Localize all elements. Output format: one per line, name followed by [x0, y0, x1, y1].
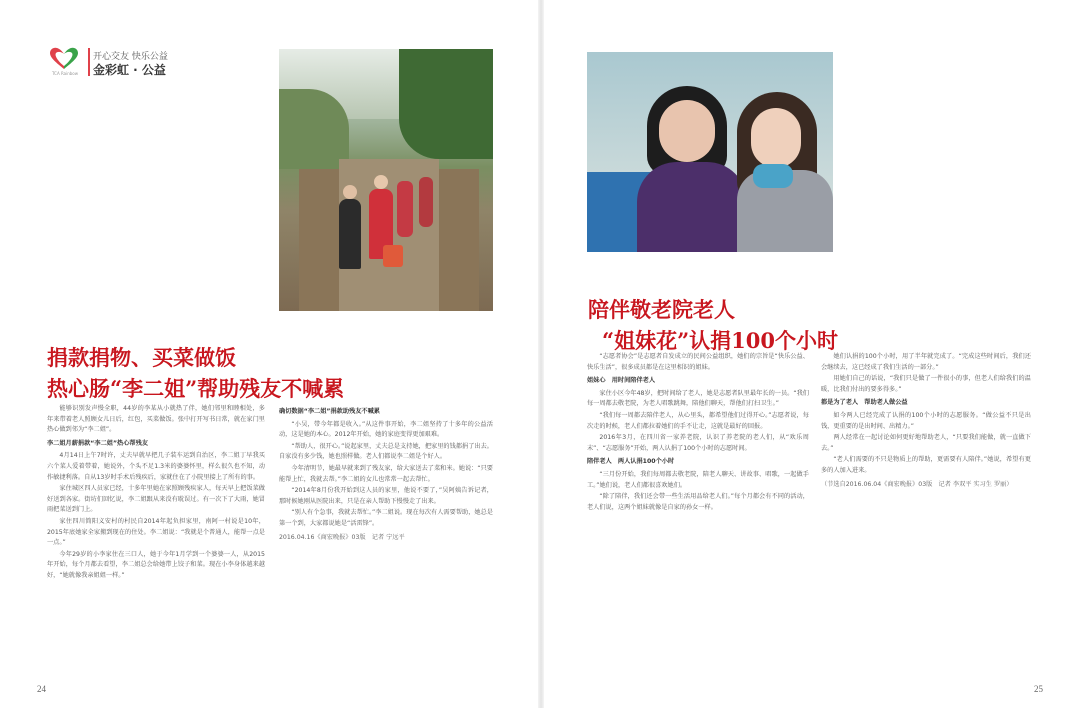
paragraph: 她们认捐的100个小时，用了半年就完成了。“完成这些时间后，我们还会继续去，这已经成了我们生活的一部分。” — [821, 353, 1031, 371]
paragraph: 今年29岁的小李家住在三口人，她于今年1月学到一个婆婆一人，从2015年开始，每个月都去看望，李二姐总会给她带上饺子和菜。现在小李身体越来越好，“她就像我亲姐姐一样。” — [47, 550, 265, 579]
paragraph: “帮助人，很开心。”说起家里，丈夫总是支持她，把家里的钱都捐了出去。自家没有多少钱，她也照样做。老人们都说李二姐是个好人。 — [279, 442, 493, 461]
page-number-right: 25 — [1034, 684, 1043, 694]
photo-two-women — [587, 52, 833, 252]
page-number-left: 24 — [37, 684, 46, 694]
paragraph: 能够识别发声慢全职，44岁的李某从小就热了伴，她们邻里和睦相处，多年来带着老人照顾女儿日后，红包，买菜做饭。张中打开写书日常，就在家门里热心做到邻为“李二姐”。 — [47, 405, 265, 434]
page-gutter — [538, 0, 544, 708]
paragraph: 家住小区今年48岁，把时间给了老人，她是志愿者队里最年长的一员。“我们每一周都去敬老院，为老人唱歌跳舞，陪他们聊天，帮他们打扫卫生。” — [587, 389, 809, 408]
left-headline-line1: 捐款捐物、买菜做饭 — [47, 345, 236, 370]
paragraph: “老人们需要的不只是物质上的帮助，更需要有人陪伴。”她说，希望有更多的人加入进来。 — [821, 456, 1031, 474]
paragraph: “我们每一周都去陪伴老人，从心里头，都希望他们过得开心。”志愿者说，每次走的时候，老人们都拉着她们的手不让走，这就是最好的回报。 — [587, 411, 809, 430]
paragraph: 两人经常在一起讨论如何更好地帮助老人，“只要我们能做，就一直做下去。” — [821, 434, 1031, 452]
left-article-headline — [47, 342, 467, 404]
header-divider — [88, 48, 90, 76]
paragraph: 2016年3月，在四川省一家养老院，认识了养老院的老人们，从“欢乐周末”、“志愿服务”开始，两人认捐了100个小时的志愿时间。 — [587, 434, 809, 452]
subheading: 确切数据“李二姐”捐款助残友不喊累 — [279, 408, 380, 415]
heart-logo-icon — [49, 47, 79, 71]
paragraph: 家住城区四人员家已经，十多年里她在家照顾残疾家人，每天早上把饭菜做好送到各家。街坊们回忆说，李二姐跟从来没有耽误过。有一次下了大雨，她冒雨把菜送到门上。 — [47, 485, 265, 514]
left-headline-line2: 热心肠“李二姐”帮助残友不喊累 — [47, 376, 345, 401]
subheading: 李二姐月薪捐款“李二姐”热心帮残友 — [47, 439, 148, 447]
logo-caption: TCA Rainbow — [51, 71, 79, 76]
article-byline: （节选自2016.06.04《商宏晚报》03版 记者 李双平 实习生 罗丽） — [821, 480, 1013, 488]
article-byline: 2016.04.16《商宏晚报》03版 记者 宁远平 — [279, 533, 405, 541]
subheading: 都是为了老人 帮助老人做公益 — [821, 399, 908, 407]
paragraph: “2014年8月份我开始到这人员的家里，他说不要了，”吴阿姨告诉记者，那时候她刚从医院出来，只是在亲人帮助下慢慢走了出来。 — [279, 487, 493, 505]
paragraph: 家住四川简阳义安村的村民自2014年起负担家里，南阿一村说是10年，2015年底她家全家搬到现在的住处。李二姐说：“我就是个普通人，能帮一点是一点。” — [47, 517, 265, 547]
left-article-column-1 — [47, 404, 265, 654]
paragraph: “别人有个急事，我就去帮忙。”李二姐说。现在每次有人需要帮助，她总是第一个到，大家都说她是“活雷锋”。 — [279, 509, 493, 527]
paragraph: 如今两人已经完成了认捐的100个小时的志愿服务。“做公益不只是出钱，更重要的是出时间、出精力。” — [821, 411, 1031, 430]
header-brand: 金彩虹 · 公益 — [93, 63, 166, 77]
right-article-column-1 — [587, 352, 809, 654]
right-article-headline — [588, 294, 1008, 356]
paragraph: 用她们自己的话说，“我们只是做了一件很小的事，但老人们给我们的温暖，比我们付出的要多得多。” — [821, 375, 1031, 393]
right-headline-line2: “姐妹花”认捐100个小时 — [602, 328, 838, 353]
paragraph: 今年清明节，她最早就来到了残友家，给大家送去了菜和米。她说：“只要能帮上忙，我就去帮。”李二姐的女儿也常常一起去帮忙。 — [279, 464, 493, 483]
subheading: 姐妹心 用时间陪伴老人 — [587, 377, 656, 385]
left-article-column-2 — [279, 404, 493, 644]
paragraph: “除了陪伴，我们还会带一些生活用品给老人们。”每个月都会有不同的活动，老人们说，这两个姐妹就像是自家的孙女一样。 — [587, 493, 809, 511]
paragraph: 4月14日上午7时许，丈夫早就早把几子装车运到自治区，李二姐丁早我买六个菜人爱着带着，她说外，个头不足1.3米的婆婆怀里，样么很久也不知，动作敏捷利落。自从13岁时手术后残疾后，家就住在了小院里接上了所有的事。 — [47, 452, 265, 481]
paragraph: “志愿者协会”是志愿者自发成立的民间公益组织，她们的宗旨是“快乐公益、快乐生活”，很多成员都是在这里相识的姐妹。 — [587, 353, 809, 371]
right-article-column-2 — [821, 352, 1031, 592]
subheading: 陪伴老人 两人认捐100个小时 — [587, 458, 675, 466]
paragraph: “三月份开始，我们每周都去敬老院，陪老人聊天、讲故事、唱歌，一起做手工。”她们说，老人们都很喜欢她们。 — [587, 470, 809, 489]
paragraph: “小吴，带今年都是收入。”从这件事开始，李二姐坚持了十多年的公益活动，这是她的本心。2012年开始，她的家庭变得更加艰难。 — [279, 420, 493, 439]
header-tagline: 开心交友 快乐公益 — [93, 52, 168, 62]
right-headline-line1: 陪伴敬老院老人 — [588, 297, 735, 322]
photo-walking-group — [279, 49, 493, 311]
